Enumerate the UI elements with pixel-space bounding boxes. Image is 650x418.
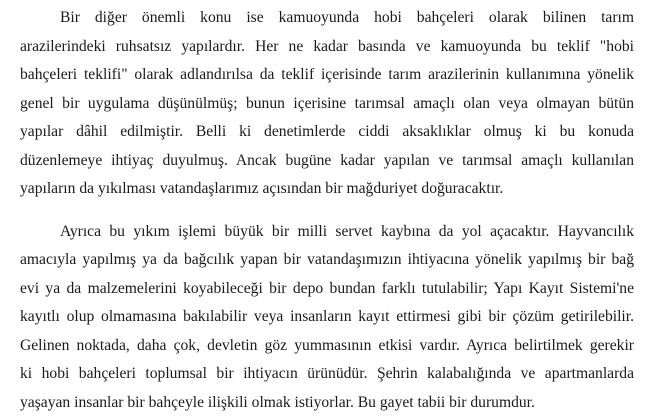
text-line: arazilerindeki ruhsatsız yapılardır. Her ne kadar basında ve kamuoyunda bu teklif "hobi [20, 38, 634, 55]
text-line: amacıyla yapılmış ya da bağcılık yapan bir vatandaşımızın ihtiyacına yönelik yapılmış bir bağ [20, 251, 634, 268]
text-line: Gelinen noktada, daha çok, devletin göz yummasının etkisi vardır. Ayrıca belirtilmek gerekir [20, 337, 634, 354]
text-line: yaşayan insanlar bir bahçeyle ilişkili olmak istiyorlar. Bu gayet tabii bir durumdur. [20, 394, 535, 411]
text-line: ki hobi bahçeleri toplumsal bir ihtiyacın ürünüdür. Şehrin kalabalığında ve apartmanlarda [20, 365, 634, 382]
text-line: Bir diğer önemli konu ise kamuoyunda hobi bahçeleri olarak bilinen tarım [60, 9, 634, 26]
text-line: evi ya da malzemelerini koyabileceği bir depo bundan farklı tutulabilir; Yapı Kayıt Sistemi'ne [20, 280, 634, 297]
text-line: genel bir uygulama düşünülmüş; bunun içerisine tarımsal amaçlı olan veya olmayan bütün [20, 95, 634, 112]
text-line: Ayrıca bu yıkım işlemi büyük bir milli servet kaybına da yol açacaktır. Hayvancılık [60, 223, 634, 240]
text-line: bahçeleri teklifi" olarak adlandırılsa da teklif içerisinde tarım arazilerinin kullanımına yönelik [20, 66, 634, 83]
text-line: düzenlemeye ihtiyaç duyulmuş. Ancak bugüne kadar yapılan ve tarımsal amaçlı kullanılan [20, 152, 634, 169]
text-line: kayıtlı olup olmamasına bakılabilir veya insanların kayıt ettirmesi gibi bir çözüm getirilebilir. [20, 308, 634, 325]
text-line: yapılar dâhil edilmiştir. Belli ki denetimlerde ciddi aksaklıklar olmuş ki bu konuda [20, 123, 634, 140]
text-line: yapıların da yıkılması vatandaşlarımız açısından bir mağduriyet doğuracaktır. [20, 180, 504, 197]
